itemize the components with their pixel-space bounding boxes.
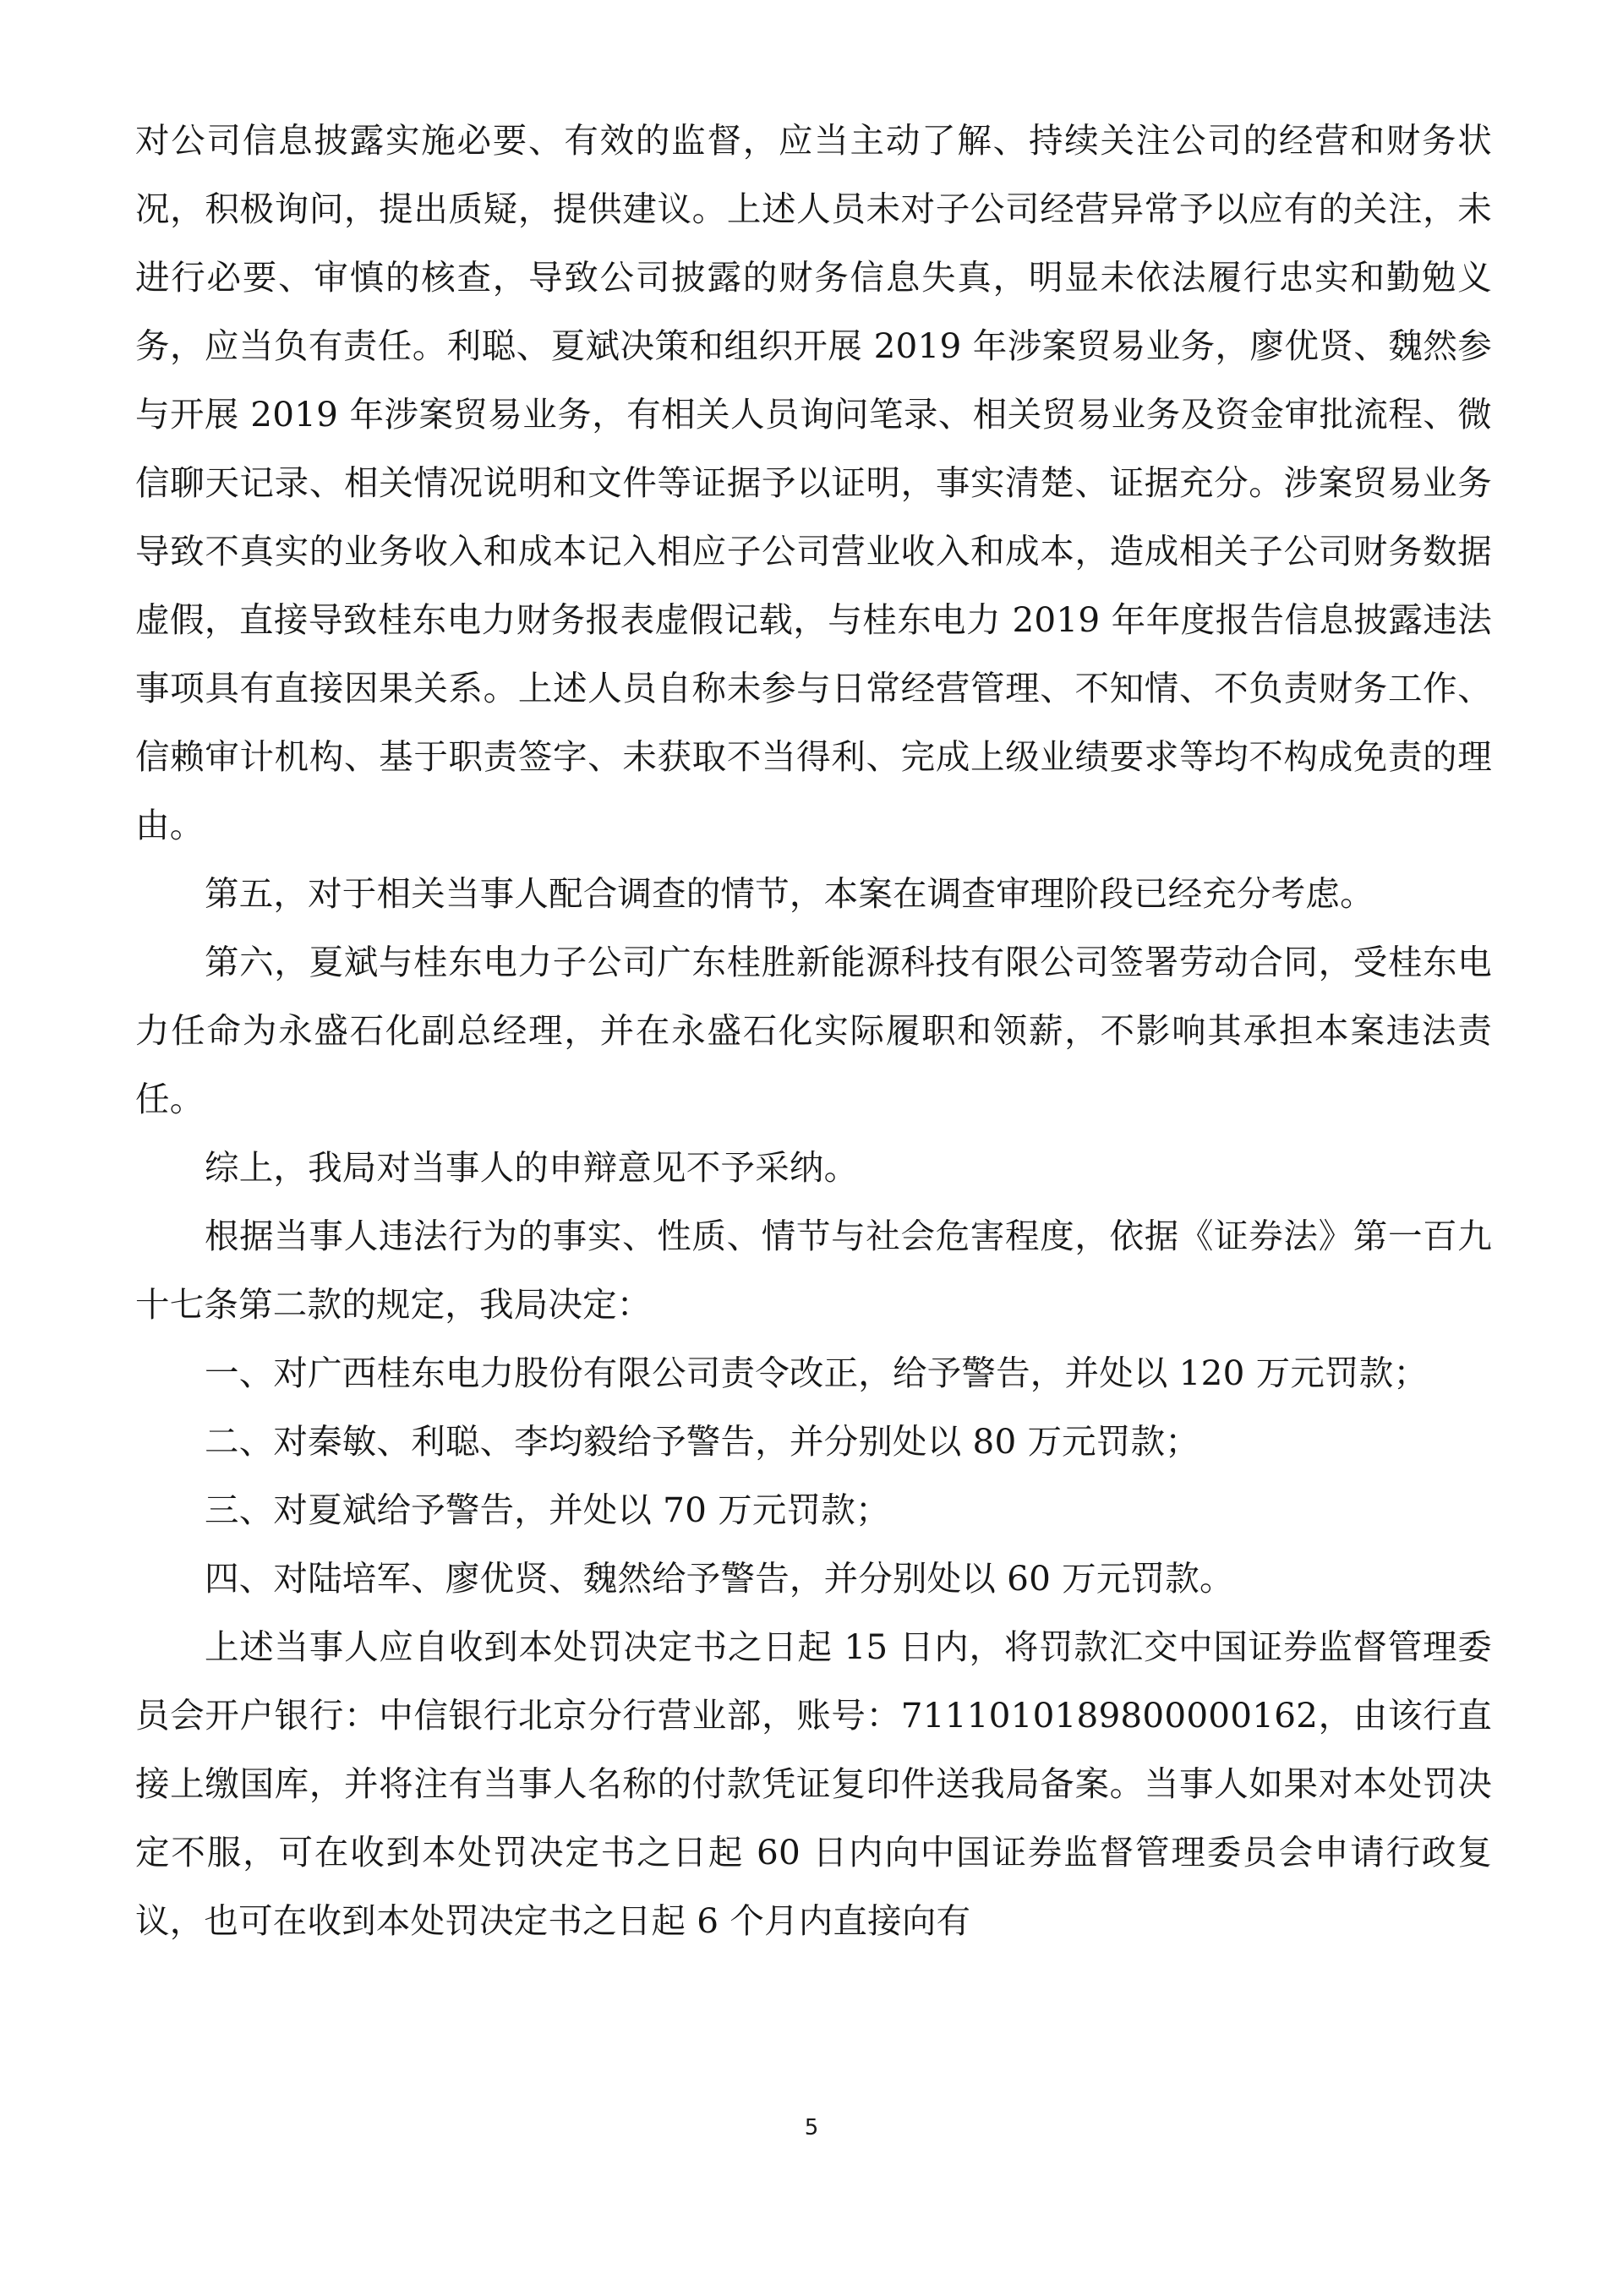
paragraph-payment-instructions: 上述当事人应自收到本处罚决定书之日起 15 日内，将罚款汇交中国证券监督管理委员会开户银行：中信银行北京分行营业部，账号：7111010189800000162，由该行直接上缴国库，并将注有当事人名称的付款凭证复印件送我局备案。当事人如果对本处罚决定不服，可在收到本处罚决定书之日起 60 日内向中国证券监督管理委员会申请行政复议，也可在收到本处罚决定书之日起 6 个月内直接向有: [135, 1626, 1492, 1941]
document-body: [135, 107, 1492, 1955]
paragraph-sixth-point: 第六，夏斌与桂东电力子公司广东桂胜新能源科技有限公司签署劳动合同，受桂东电力任命为永盛石化副总经理，并在永盛石化实际履职和领薪，不影响其承担本案违法责任。: [135, 942, 1492, 1119]
paragraph-legal-basis: 根据当事人违法行为的事实、性质、情节与社会危害程度，依据《证券法》第一百九十七条第二款的规定，我局决定：: [135, 1216, 1492, 1325]
paragraph-fifth-point: 第五，对于相关当事人配合调查的情节，本案在调查审理阶段已经充分考虑。: [205, 873, 1374, 914]
paragraph-penalty-item-4: 四、对陆培军、廖优贤、魏然给予警告，并分别处以 60 万元罚款。: [205, 1558, 1234, 1599]
paragraph-penalty-item-2: 二、对秦敏、利聪、李均毅给予警告，并分别处以 80 万元罚款；: [205, 1421, 1199, 1462]
paragraph-penalty-item-1: 一、对广西桂东电力股份有限公司责令改正，给予警告，并处以 120 万元罚款；: [205, 1353, 1429, 1393]
paragraph-supervision-duty: 对公司信息披露实施必要、有效的监督，应当主动了解、持续关注公司的经营和财务状况，积极询问，提出质疑，提供建议。上述人员未对子公司经营异常予以应有的关注，未进行必要、审慎的核查，导致公司披露的财务信息失真，明显未依法履行忠实和勤勉义务，应当负有责任。利聪、夏斌决策和组织开展 2019 年涉案贸易业务，廖优贤、魏然参与开展 2019 年涉案贸易业务，有相关人员询问笔录、相关贸易业务及资金审批流程、微信聊天记录、相关情况说明和文件等证据予以证明，事实清楚、证据充分。涉案贸易业务导致不真实的业务收入和成本记入相应子公司营业收入和成本，造成相关子公司财务数据虚假，直接导致桂东电力财务报表虚假记载，与桂东电力 2019 年年度报告信息披露违法事项具有直接因果关系。上述人员自称未参与日常经营管理、不知情、不负责财务工作、 信赖审计机构、基于职责签字、未获取不当得利、完成上级业绩要求等均不构成免责的理由。: [135, 120, 1492, 845]
page-number: 5: [804, 2115, 819, 2140]
paragraph-conclusion: 综上，我局对当事人的申辩意见不予采纳。: [205, 1147, 859, 1188]
paragraph-penalty-item-3: 三、对夏斌给予警告，并处以 70 万元罚款；: [205, 1490, 890, 1530]
